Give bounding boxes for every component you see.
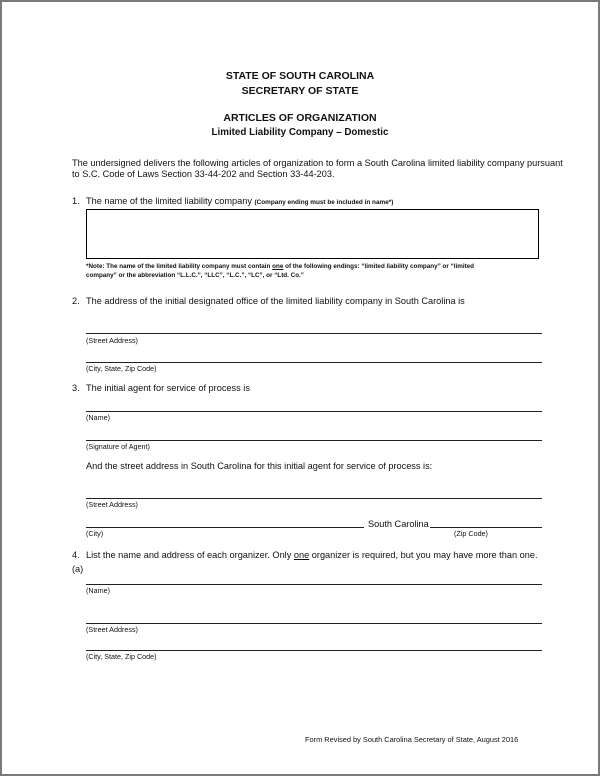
item-1-label: The name of the limited liability company [86, 196, 252, 206]
note-text-a: *Note: The name of the limited liability company must contain [86, 263, 273, 270]
item-3-number: 3. [72, 383, 80, 393]
item-3-text: The initial agent for service of process is [86, 383, 250, 393]
organizer-street-line[interactable] [86, 623, 542, 624]
name-ending-note [86, 263, 538, 280]
organizer-city-label: (City, State, Zip Code) [86, 652, 157, 661]
state-heading: STATE OF SOUTH CAROLINA [225, 70, 375, 82]
office-street-label: (Street Address) [86, 336, 138, 345]
form-revised-footer: Form Revised by South Carolina Secretary of State, August 2016 [305, 735, 519, 744]
form-title: ARTICLES OF ORGANIZATION [223, 112, 377, 124]
agent-zip-line[interactable] [430, 527, 542, 528]
item-4-emphasis: one [293, 550, 310, 560]
agent-street-label: (Street Address) [86, 500, 138, 509]
intro-line-1: The undersigned delivers the following articles of organization to form a South Carolina limited liability company pursuant [72, 158, 563, 168]
form-subtitle: Limited Liability Company – Domestic [211, 127, 389, 138]
office-street-line[interactable] [86, 333, 542, 334]
item-1-number: 1. [72, 196, 80, 206]
note-emphasis: one [272, 263, 284, 270]
agent-zip-label: (Zip Code) [454, 529, 488, 538]
item-1-text [86, 195, 393, 209]
item-4-number: 4. [72, 550, 80, 560]
agent-city-label: (City) [86, 529, 104, 538]
note-text-b: of the following endings: “limited liability company” or “limited [283, 263, 475, 270]
agent-address-text: And the street address in South Carolina for this initial agent for service of process is: [86, 461, 433, 471]
item-4-text-b: organizer is required, but you may have more than one. [309, 550, 538, 560]
agent-signature-label: (Signature of Agent) [86, 442, 150, 451]
agent-street-line[interactable] [86, 498, 542, 499]
item-2-text: The address of the initial designated office of the limited liability company in South Carolina is [86, 296, 465, 306]
office-city-label: (City, State, Zip Code) [86, 364, 157, 373]
office-heading: SECRETARY OF STATE [241, 85, 359, 97]
item-1-hint: (Company ending must be included in name*) [254, 199, 394, 206]
intro-line-2: to S.C. Code of Laws Section 33-44-202 and Section 33-44-203. [72, 169, 335, 179]
company-name-box[interactable] [86, 209, 539, 259]
agent-city-line[interactable] [86, 527, 364, 528]
item-4-text-a: List the name and address of each organizer. Only [86, 550, 294, 560]
agent-name-line[interactable] [86, 411, 542, 412]
agent-name-label: (Name) [86, 413, 110, 422]
note-line-2: company” or the abbreviation “L.L.C.”, “LLC”, “L.C.”, “LC”, or “Ltd. Co.” [86, 271, 304, 279]
organizer-name-line[interactable] [86, 584, 542, 585]
organizer-name-label: (Name) [86, 586, 110, 595]
office-city-line[interactable] [86, 362, 542, 363]
organizer-sub-a: (a) [72, 564, 84, 574]
organizer-street-label: (Street Address) [86, 625, 138, 634]
item-4-text [86, 549, 538, 561]
organizer-city-line[interactable] [86, 650, 542, 651]
agent-state-text: South Carolina [368, 519, 429, 529]
item-2-number: 2. [72, 296, 80, 306]
agent-signature-line[interactable] [86, 440, 542, 441]
